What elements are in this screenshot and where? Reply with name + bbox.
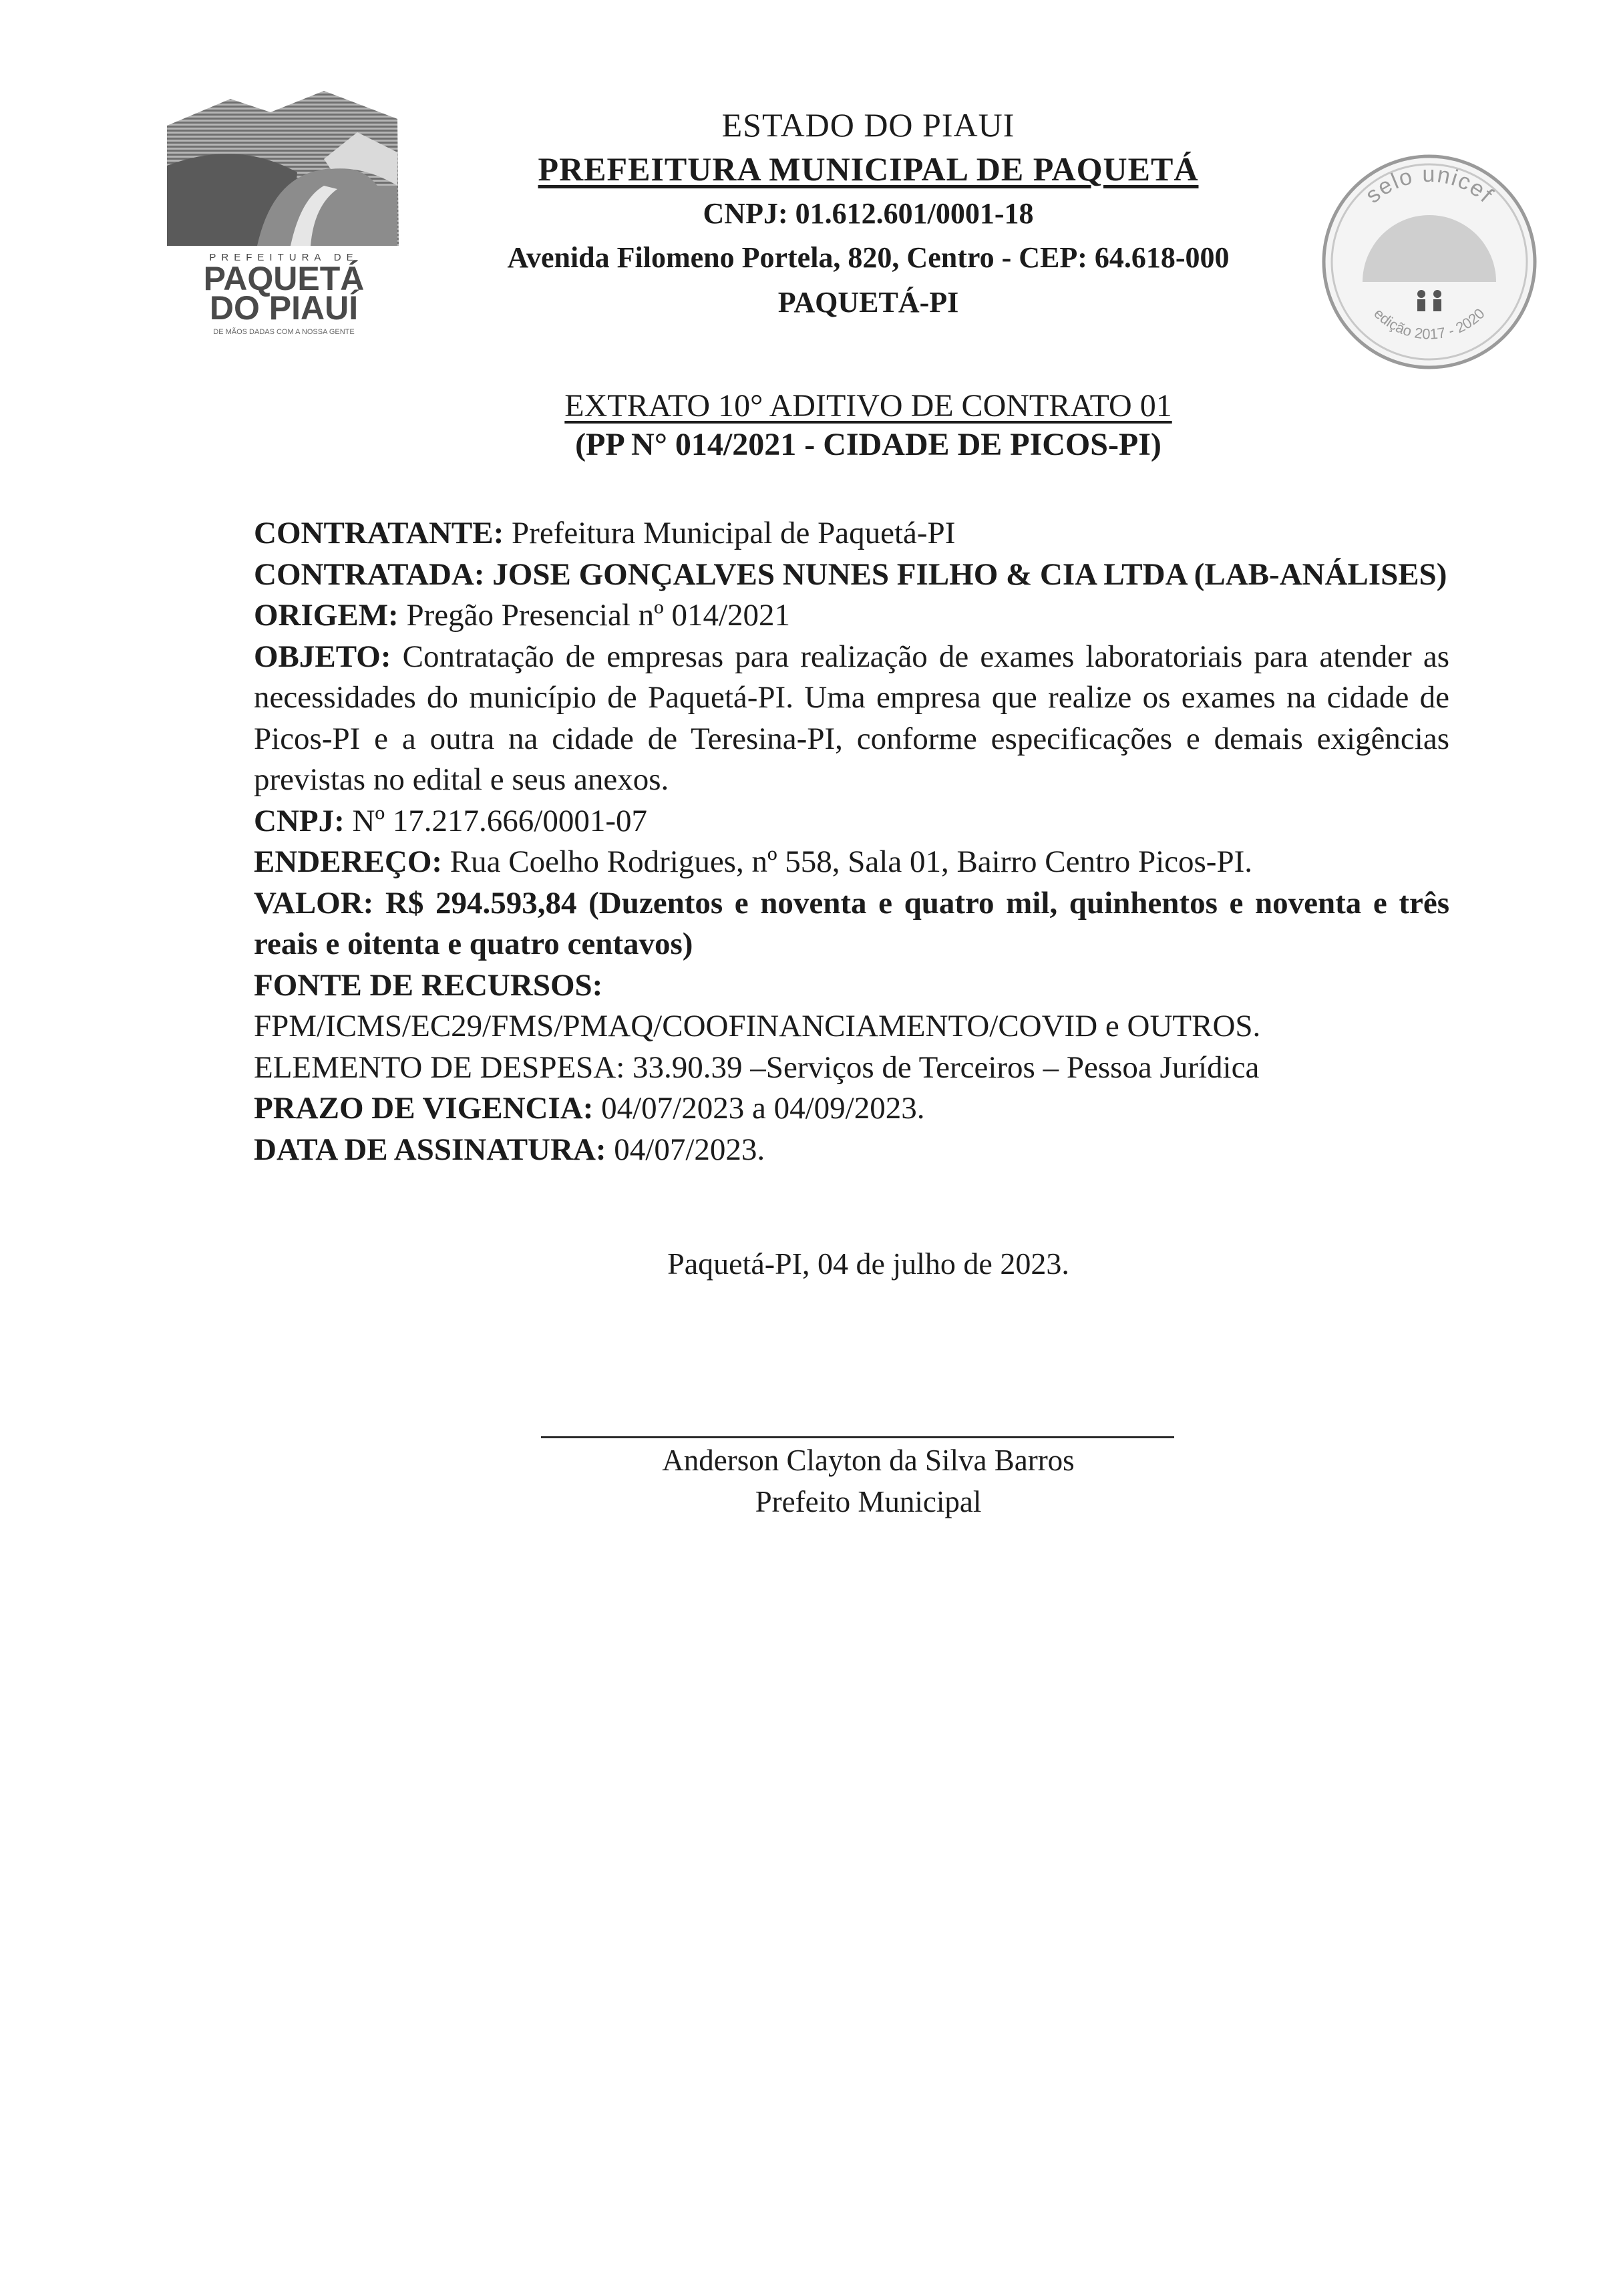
field-valor [254, 883, 1449, 965]
contratada-value: JOSE GONÇALVES NUNES FILHO & CIA LTDA (LAB-ANÁLISES) [484, 556, 1447, 592]
signature-line [541, 1436, 1174, 1438]
document-subtitle: (PP N° 014/2021 - CIDADE DE PICOS-PI) [575, 427, 1161, 462]
signer-role: Prefeito Municipal [755, 1485, 982, 1518]
field-contratada [254, 554, 1449, 596]
field-fonte-label: FONTE DE RECURSOS: [254, 967, 603, 1003]
data-label: DATA DE ASSINATURA: [254, 1132, 606, 1167]
contratada-label: CONTRATADA: [254, 556, 485, 592]
header-city: PAQUETÁ-PI [777, 286, 959, 319]
valor-value: R$ 294.593,84 (Duzentos e noventa e quatro mil, quinhentos e noventa e três reais e oitenta e quatro centavos) [254, 885, 1449, 961]
field-cnpj [254, 801, 1449, 842]
contratante-value: Prefeitura Municipal de Paquetá-PI [504, 516, 956, 550]
header-state: ESTADO DO PIAUI [721, 106, 1015, 144]
field-objeto [254, 637, 1449, 801]
objeto-label: OBJETO: [254, 639, 391, 674]
unicef-seal-logo [1316, 148, 1543, 375]
data-value: 04/07/2023. [606, 1132, 765, 1167]
origem-label: ORIGEM: [254, 598, 399, 633]
header-prefecture: PREFEITURA MUNICIPAL DE PAQUETÁ [538, 150, 1199, 188]
prazo-label: PRAZO DE VIGENCIA: [254, 1091, 594, 1126]
field-prazo [254, 1088, 1449, 1130]
document-title: EXTRATO 10° ADITIVO DE CONTRATO 01 [564, 388, 1172, 424]
field-origem [254, 595, 1449, 637]
prazo-value: 04/07/2023 a 04/09/2023. [593, 1091, 925, 1126]
objeto-value: Contratação de empresas para realização de exames laboratoriais para atender as necessidades do município de Paquetá-PI. Uma empresa que realize os exames na cidade de Picos-PI e a outra na cidade de Teresina-PI, conforme especificações e demais exigências previstas no edital e seus anexos. [254, 639, 1449, 797]
contract-details [254, 513, 1449, 1170]
seal-top-text: selo unicef [1361, 162, 1499, 208]
endereco-value: Rua Coelho Rodrigues, nº 558, Sala 01, Bairro Centro Picos-PI. [442, 844, 1252, 879]
header-cnpj: CNPJ: 01.612.601/0001-18 [703, 197, 1034, 230]
endereco-label: ENDEREÇO: [254, 844, 443, 879]
cnpj-value: Nº 17.217.666/0001-07 [344, 803, 647, 838]
place-date: Paquetá-PI, 04 de julho de 2023. [667, 1247, 1069, 1281]
contratante-label: CONTRATANTE: [254, 516, 504, 550]
seal-bottom-text: edição 2017 - 2020 [1371, 305, 1488, 343]
field-data-assinatura [254, 1130, 1449, 1171]
logo-name-line2: DO PIAUÍ [209, 289, 359, 327]
logo-motto: DE MÃOS DADAS COM A NOSSA GENTE [213, 328, 355, 336]
field-endereco [254, 842, 1449, 883]
logo-name-line1: PAQUETÁ [203, 260, 365, 297]
header-address: Avenida Filomeno Portela, 820, Centro - CEP: 64.618-000 [507, 241, 1230, 274]
field-contratante [254, 513, 1449, 554]
cnpj-label: CNPJ: [254, 803, 345, 838]
signer-name: Anderson Clayton da Silva Barros [662, 1444, 1075, 1477]
field-elemento: ELEMENTO DE DESPESA: 33.90.39 –Serviços de Terceiros – Pessoa Jurídica [254, 1049, 1260, 1085]
logo-small-text: PREFEITURA DE [209, 252, 359, 263]
origem-value: Pregão Presencial nº 014/2021 [398, 598, 791, 633]
field-fonte-value: FPM/ICMS/EC29/FMS/PMAQ/COOFINANCIAMENTO/COVID e OUTROS. [254, 1009, 1261, 1043]
valor-label: VALOR: [254, 885, 374, 921]
municipality-logo [157, 86, 411, 339]
